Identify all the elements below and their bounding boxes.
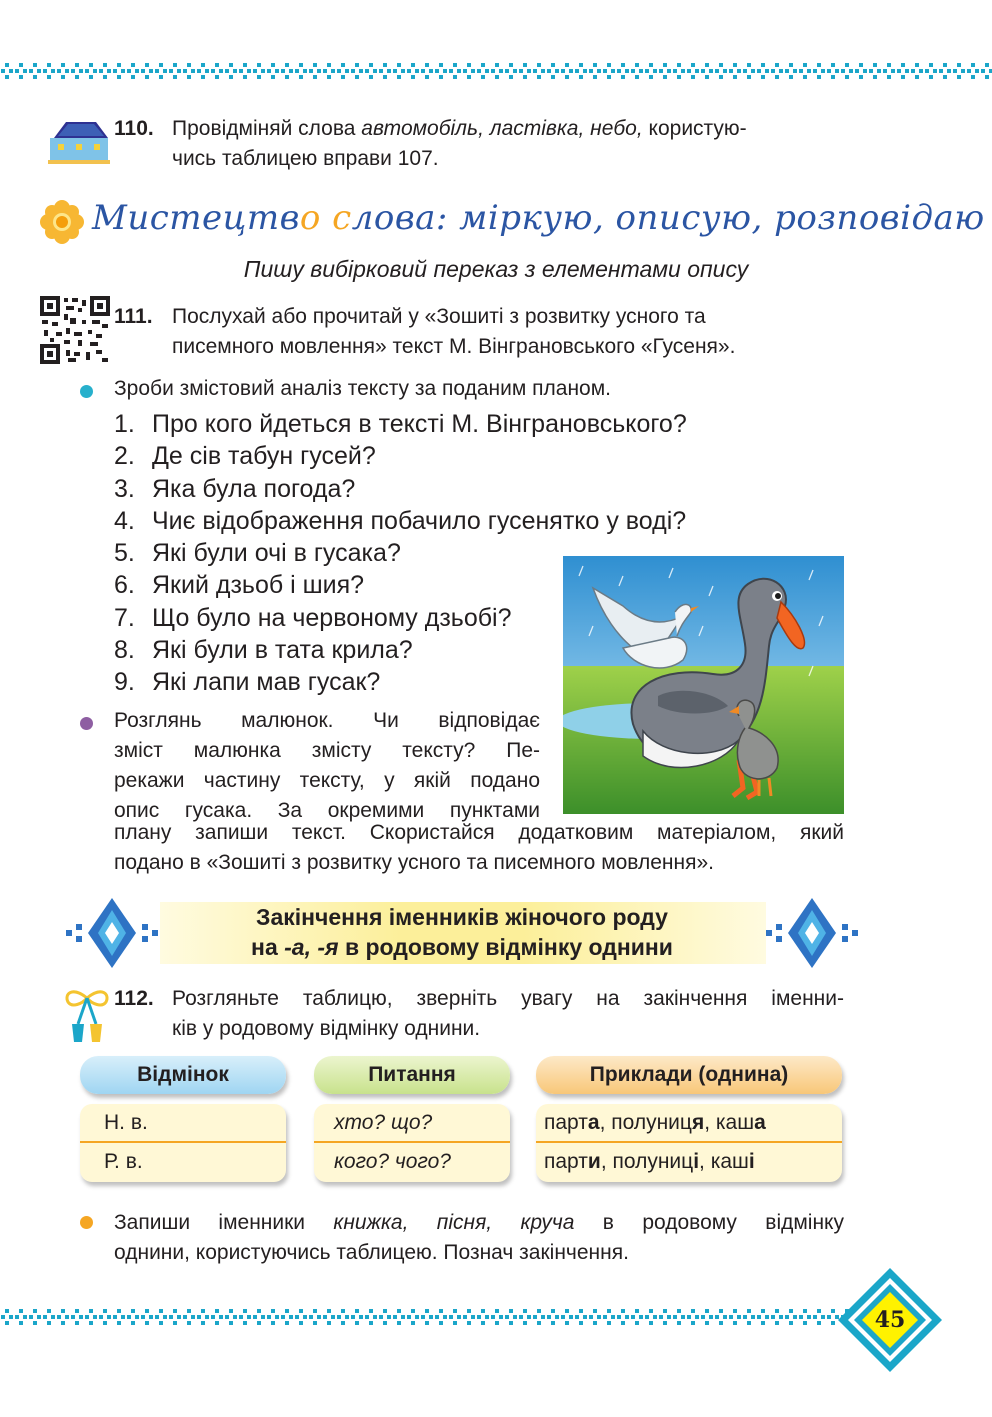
word-ending: и [587, 1150, 601, 1173]
plan-text: Чиє відображення побачило гусенятко у воді? [152, 506, 687, 535]
section-subtitle: Пишу вибірковий переказ з елементами опису [243, 256, 749, 282]
plan-text: Які були очі в гусака? [152, 539, 401, 568]
bottom-ornament-border [0, 1308, 870, 1326]
text-line: Послухай або прочитай у «Зошиті з розвитку усного та [172, 305, 706, 328]
exercise-110 [114, 114, 844, 178]
italic-endings: -а, -я [284, 934, 339, 960]
plan-number: 4. [114, 506, 135, 535]
plan-text: Які були в тата крила? [152, 636, 413, 665]
plan-text: Про кого йдеться в тексті М. Вінграновського? [152, 410, 687, 438]
qr-code-icon[interactable] [40, 296, 110, 364]
table-cell: хто? що? [334, 1111, 433, 1134]
word-ending: а [754, 1111, 766, 1134]
text-line: рекажи частину тексту, у якій подано [114, 769, 540, 792]
bullet-purple [80, 717, 93, 730]
plan-number: 7. [114, 603, 135, 632]
plan-item [114, 505, 687, 537]
question-plan [114, 408, 687, 699]
embroidery-ornament-icon [762, 896, 862, 970]
text-fragment: Провідміняй слова [172, 117, 362, 140]
table-column-question [314, 1104, 510, 1182]
text-line: Розглянь малюнок. Чи відповідає [114, 709, 540, 732]
plan-number: 3. [114, 474, 135, 503]
section-title [92, 198, 985, 238]
top-ornament-border [0, 62, 992, 80]
plan-item [114, 537, 554, 569]
italic-words: книжка, пісня, круча [333, 1211, 575, 1234]
table-cell [536, 1104, 766, 1142]
plan-item [114, 473, 554, 505]
ribbon-bow-icon [62, 984, 112, 1044]
bullet-teal [80, 385, 93, 398]
text-fragment: Запиши іменники [114, 1211, 334, 1234]
plan-item [114, 634, 554, 666]
plan-number: 5. [114, 539, 135, 568]
text-fragment: користую- [642, 117, 747, 140]
table-cell [536, 1143, 755, 1181]
analysis-instruction: Зроби змістовий аналіз тексту за поданим планом. [114, 377, 612, 400]
text-line: ків у родовому відмінку однини. [172, 1017, 481, 1040]
word-stem: , полуниц [599, 1111, 692, 1134]
plan-number: 6. [114, 571, 135, 600]
plan-text: Яка була погода? [152, 474, 356, 503]
plan-number: 1. [114, 410, 135, 438]
table-header-examples: Приклади (однина) [536, 1056, 842, 1094]
plan-item [114, 440, 554, 472]
topic-banner [62, 896, 862, 970]
plan-item [114, 408, 687, 440]
look-paragraph-cont [114, 818, 844, 878]
word-ending: а [587, 1111, 600, 1134]
section-heading [40, 198, 985, 248]
house-icon [48, 118, 110, 164]
word-ending: і [748, 1150, 755, 1173]
banner-line-1: Закінчення іменників жіночого роду [256, 904, 668, 930]
plan-number: 9. [114, 668, 135, 697]
page-number: 45 [874, 1307, 906, 1333]
geese-illustration [563, 556, 844, 814]
italic-words: автомобіль, ластівка, небо, [361, 117, 643, 140]
plan-number: 2. [114, 442, 135, 471]
word-stem: , полуниц [600, 1150, 694, 1173]
table-cell: Н. в. [104, 1111, 148, 1134]
exercise-number: 111. [114, 305, 153, 328]
flower-icon [40, 200, 84, 244]
bullet-orange [80, 1216, 93, 1229]
word-stem: парт [544, 1150, 588, 1173]
exercise-text [172, 302, 844, 362]
text-line [114, 1208, 844, 1238]
text-fragment: в родовому відмінку однини [338, 934, 673, 960]
word-stem: , каш [704, 1111, 755, 1134]
plan-text: Що було на червоному дзьобі? [152, 603, 512, 632]
table-header-case: Відмінок [80, 1056, 286, 1094]
table-cell: Р. в. [104, 1150, 143, 1173]
page-number-badge [838, 1268, 942, 1372]
word-ending: і [693, 1150, 700, 1173]
exercise-111 [114, 302, 844, 366]
word-stem: , каш [699, 1150, 749, 1173]
text-line: писемного мовлення» текст М. Вінграновського «Гусеня». [172, 335, 736, 358]
table-column-case [80, 1104, 286, 1182]
exercise-number: 112. [114, 987, 154, 1010]
plan-text: Які лапи мав гусак? [152, 668, 381, 697]
title-part: Мистецтв [92, 198, 300, 238]
text-line: чись таблицею вправи 107. [172, 147, 439, 170]
text-fragment: на [251, 934, 285, 960]
text-line: зміст малюнка змісту тексту? Пе- [114, 739, 540, 762]
exercise-number: 110. [114, 117, 154, 140]
text-fragment: в родовому відмінку [574, 1211, 844, 1234]
table-column-examples [536, 1104, 842, 1182]
text-line: подано в «Зошиті з розвитку усного та писемного мовлення». [114, 851, 714, 874]
plan-number: 8. [114, 636, 135, 665]
text-line: Розгляньте таблицю, зверніть увагу на закінчення іменни- [172, 987, 844, 1010]
text-line: опис гусака. За окремими пунктами [114, 799, 540, 822]
table-header-question: Питання [314, 1056, 510, 1094]
plan-text: Який дзьоб і шия? [152, 571, 365, 600]
word-stem: парт [544, 1111, 588, 1134]
write-paragraph [114, 1208, 844, 1268]
plan-item [114, 569, 554, 601]
word-ending: я [691, 1111, 705, 1134]
plan-text: Де сів табун гусей? [152, 442, 376, 471]
banner-line-2 [62, 934, 862, 961]
look-paragraph [114, 706, 540, 826]
text-line: однини, користуючись таблицею. Познач закінчення. [114, 1241, 629, 1264]
title-part: лова: міркую, описую, розповідаю [351, 198, 985, 238]
title-accent-letter: о [299, 198, 321, 238]
exercise-112 [114, 984, 844, 1048]
exercise-text [172, 984, 844, 1044]
plan-item [114, 666, 554, 698]
exercise-text [172, 114, 844, 174]
title-accent-letter: с [320, 198, 352, 238]
table-cell: кого? чого? [334, 1150, 451, 1173]
plan-item [114, 602, 554, 634]
text-line: плану запиши текст. Скористайся додатковим матеріалом, який [114, 821, 844, 844]
